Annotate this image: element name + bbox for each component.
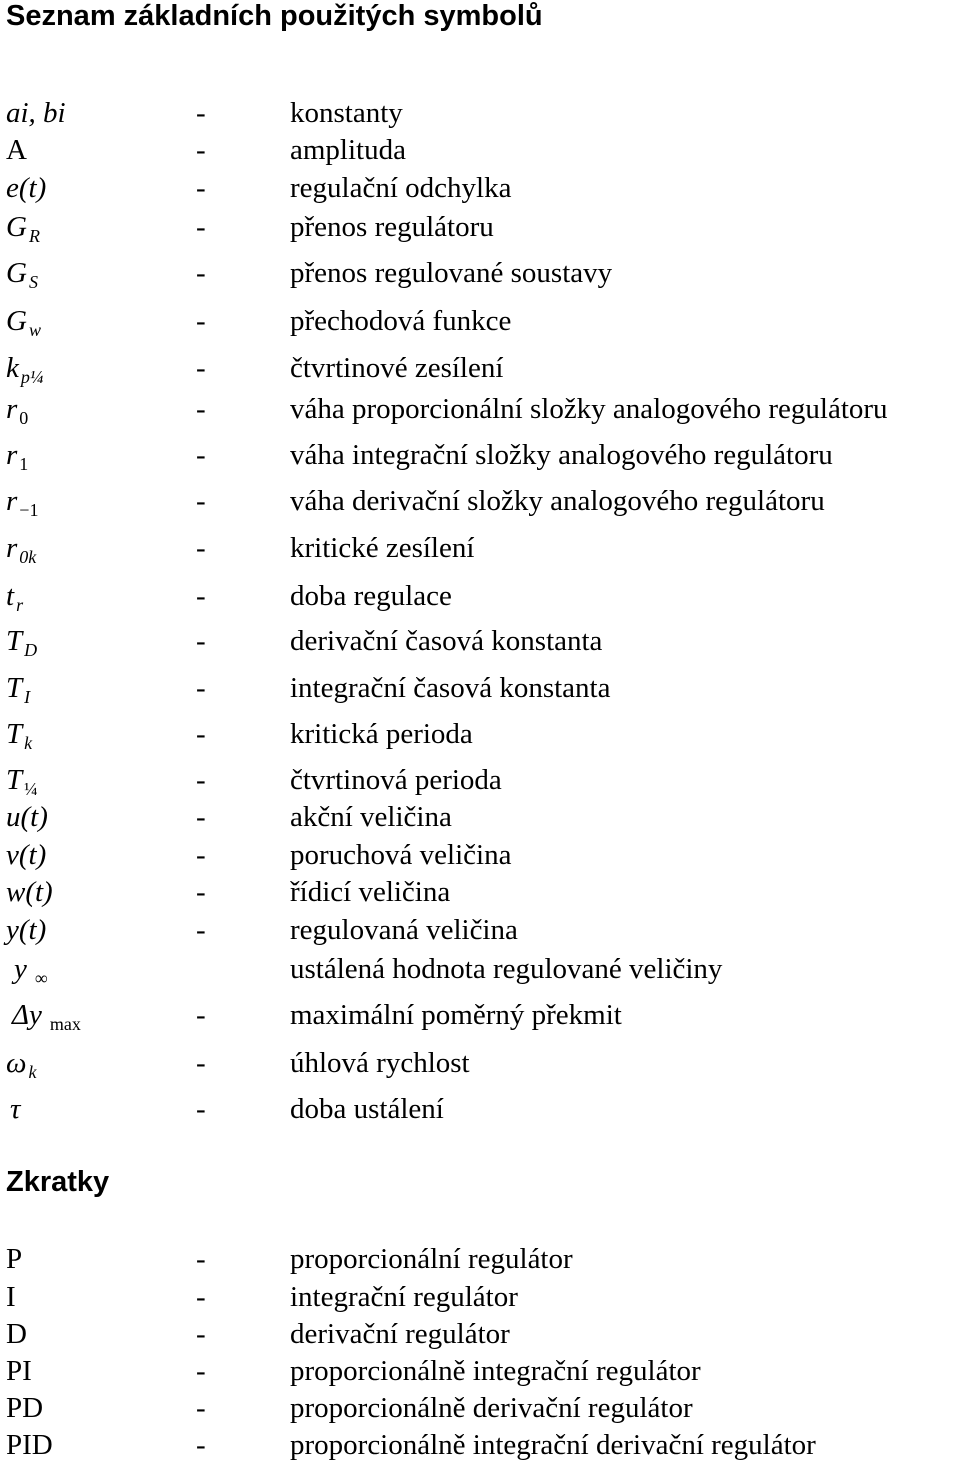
symbol — [6, 763, 38, 800]
abbreviation-row — [0, 1242, 960, 1282]
symbol-description: váha proporcionální složky analogového regulátoru — [290, 393, 888, 425]
symbol-row — [0, 763, 960, 803]
separator-dash: - — [196, 305, 206, 337]
symbol-row — [0, 838, 960, 878]
symbol — [6, 256, 38, 293]
symbol-base: v(t) — [6, 839, 47, 871]
separator-dash: - — [196, 134, 206, 166]
symbol-base: r — [6, 439, 18, 471]
symbol-subscript: S — [28, 272, 38, 292]
symbol-description: přechodová funkce — [290, 305, 512, 337]
symbol-row — [0, 96, 960, 136]
symbol — [6, 351, 43, 388]
symbol-subscript: 1 — [19, 454, 29, 474]
symbol-base: t — [6, 580, 15, 612]
abbreviation: I — [6, 1281, 16, 1313]
symbol-description: kritické zesílení — [290, 532, 475, 564]
abbreviation-description: proporcionální regulátor — [290, 1243, 573, 1275]
symbol — [10, 1092, 20, 1126]
symbol-row — [0, 579, 960, 619]
separator-dash: - — [196, 1355, 206, 1387]
separator-dash: - — [196, 172, 206, 204]
symbol-description: kritická perioda — [290, 718, 473, 750]
symbol-row — [0, 875, 960, 915]
symbol — [6, 531, 36, 568]
symbol-description: akční veličina — [290, 801, 452, 833]
symbol-description: přenos regulátoru — [290, 211, 494, 243]
abbreviation-description: derivační regulátor — [290, 1318, 510, 1350]
symbol — [6, 1046, 36, 1083]
symbol-description: přenos regulované soustavy — [290, 257, 613, 289]
symbol — [6, 800, 48, 834]
abbreviation-description: proporcionálně integrační derivační regulátor — [290, 1429, 816, 1461]
symbol-description: čtvrtinové zesílení — [290, 352, 504, 384]
symbol-row — [0, 1046, 960, 1086]
separator-dash: - — [196, 257, 206, 289]
symbol-base: ω — [6, 1047, 27, 1079]
symbol-row — [0, 531, 960, 571]
symbol-subscript: 0 — [19, 408, 29, 428]
abbreviation: PI — [6, 1355, 32, 1387]
symbol-base: y(t) — [6, 914, 47, 946]
separator-dash: - — [196, 625, 206, 657]
symbol — [6, 438, 28, 475]
abbreviation-description: integrační regulátor — [290, 1281, 518, 1313]
symbol-base: T — [6, 672, 23, 704]
symbol-base: A — [6, 134, 27, 166]
symbol — [6, 133, 27, 167]
symbol-subscript: p¼ — [20, 367, 44, 387]
separator-dash: - — [196, 801, 206, 833]
symbol-description: úhlová rychlost — [290, 1047, 470, 1079]
symbol-base: r — [6, 393, 18, 425]
symbol-subscript: k — [28, 1062, 37, 1082]
symbol-base: r — [6, 485, 18, 517]
symbol-subscript: 0k — [19, 547, 37, 567]
symbol-base: k — [6, 352, 19, 384]
separator-dash: - — [196, 914, 206, 946]
symbol-description: doba ustálení — [290, 1093, 444, 1125]
separator-dash: - — [196, 352, 206, 384]
abbreviation-description: proporcionálně integrační regulátor — [290, 1355, 701, 1387]
symbol-subscript: R — [28, 226, 40, 246]
separator-dash: - — [196, 580, 206, 612]
symbol-base: τ — [10, 1093, 21, 1125]
separator-dash: - — [196, 211, 206, 243]
symbol-description: derivační časová konstanta — [290, 625, 603, 657]
symbol-subscript: r — [16, 595, 24, 615]
symbol-subscript: I — [24, 687, 31, 707]
separator-dash: - — [196, 764, 206, 796]
separator-dash: - — [196, 532, 206, 564]
symbol — [6, 624, 37, 661]
symbol-base: e(t) — [6, 172, 47, 204]
separator-dash: - — [196, 485, 206, 517]
symbol — [6, 171, 46, 205]
symbol-row — [0, 304, 960, 344]
symbol-row — [0, 210, 960, 250]
symbol-row — [0, 171, 960, 211]
separator-dash: - — [196, 876, 206, 908]
symbol-base: w(t) — [6, 876, 53, 908]
symbol-row — [0, 484, 960, 524]
separator-dash: - — [196, 839, 206, 871]
symbol — [6, 838, 46, 872]
abbreviation-description: proporcionálně derivační regulátor — [290, 1392, 693, 1424]
separator-dash: - — [196, 1281, 206, 1313]
symbol-row — [0, 671, 960, 711]
symbol-base: r — [6, 532, 18, 564]
separator-dash: - — [196, 1318, 206, 1350]
symbol-row — [0, 913, 960, 953]
separator-dash: - — [196, 718, 206, 750]
symbol-row — [0, 717, 960, 757]
separator-dash: - — [196, 999, 206, 1031]
separator-dash: - — [196, 1093, 206, 1125]
symbol-subscript: ∞ — [34, 968, 48, 988]
symbol-base: T — [6, 625, 23, 657]
symbol-subscript: −1 — [19, 500, 39, 520]
symbol-row — [0, 800, 960, 840]
symbol — [6, 96, 66, 130]
symbol-base: y — [14, 953, 27, 985]
symbol-description: maximální poměrný překmit — [290, 999, 622, 1031]
symbol-description: čtvrtinová perioda — [290, 764, 502, 796]
symbol-base: T — [6, 718, 23, 750]
abbreviation-row — [0, 1354, 960, 1394]
abbreviation-row — [0, 1391, 960, 1431]
symbol-row — [0, 1092, 960, 1132]
page-title: Seznam základních použitých symbolů — [6, 0, 543, 32]
symbol-row — [0, 351, 960, 391]
symbol-description: konstanty — [290, 97, 403, 129]
symbol-subscript: w — [28, 320, 41, 340]
symbol-base: Δy — [12, 999, 42, 1031]
symbol-row — [0, 133, 960, 173]
symbol-row — [0, 256, 960, 296]
symbol-base: ai, bi — [6, 97, 66, 129]
separator-dash: - — [196, 393, 206, 425]
symbol-description: integrační časová konstanta — [290, 672, 611, 704]
separator-dash: - — [196, 1392, 206, 1424]
symbol-row — [0, 952, 960, 992]
symbol-description: řídicí veličina — [290, 876, 451, 908]
symbol-description: regulovaná veličina — [290, 914, 518, 946]
symbol — [6, 579, 23, 616]
symbol-subscript: ¼ — [24, 779, 38, 799]
symbol — [12, 998, 81, 1035]
symbol — [6, 304, 41, 341]
symbol-description: regulační odchylka — [290, 172, 512, 204]
symbol-subscript: D — [24, 640, 38, 660]
symbol-subscript: k — [24, 733, 33, 753]
symbol — [6, 671, 30, 708]
separator-dash: - — [196, 97, 206, 129]
abbreviation: P — [6, 1243, 23, 1275]
symbol — [6, 484, 38, 521]
symbol-base: u(t) — [6, 801, 48, 833]
symbol — [6, 875, 53, 909]
separator-dash: - — [196, 1243, 206, 1275]
symbol-description: váha derivační složky analogového regulátoru — [290, 485, 825, 517]
symbol-row — [0, 624, 960, 664]
symbol — [6, 392, 28, 429]
abbreviation-row — [0, 1317, 960, 1357]
symbol-description: ustálená hodnota regulované veličiny — [290, 953, 723, 985]
separator-dash: - — [196, 439, 206, 471]
symbol — [14, 952, 48, 989]
separator-dash: - — [196, 1047, 206, 1079]
symbol-base: G — [6, 211, 27, 243]
symbol — [6, 717, 32, 754]
separator-dash: - — [196, 1429, 206, 1461]
symbol-base: G — [6, 305, 27, 337]
symbol-description: váha integrační složky analogového regulátoru — [290, 439, 833, 471]
symbol-row — [0, 438, 960, 478]
abbreviation: D — [6, 1318, 27, 1350]
separator-dash: - — [196, 672, 206, 704]
symbol-base: T — [6, 764, 23, 796]
symbol-row — [0, 392, 960, 432]
symbol-row — [0, 998, 960, 1038]
symbol — [6, 913, 46, 947]
abbreviations-heading: Zkratky — [6, 1166, 110, 1198]
abbreviation-row — [0, 1280, 960, 1320]
symbol-base: G — [6, 257, 27, 289]
symbol-description: doba regulace — [290, 580, 452, 612]
abbreviation-row — [0, 1428, 960, 1468]
symbol-description: amplituda — [290, 134, 406, 166]
abbreviation: PID — [6, 1429, 53, 1461]
symbol — [6, 210, 40, 247]
symbol-description: poruchová veličina — [290, 839, 512, 871]
abbreviation: PD — [6, 1392, 44, 1424]
symbol-subscript: max — [49, 1014, 81, 1034]
